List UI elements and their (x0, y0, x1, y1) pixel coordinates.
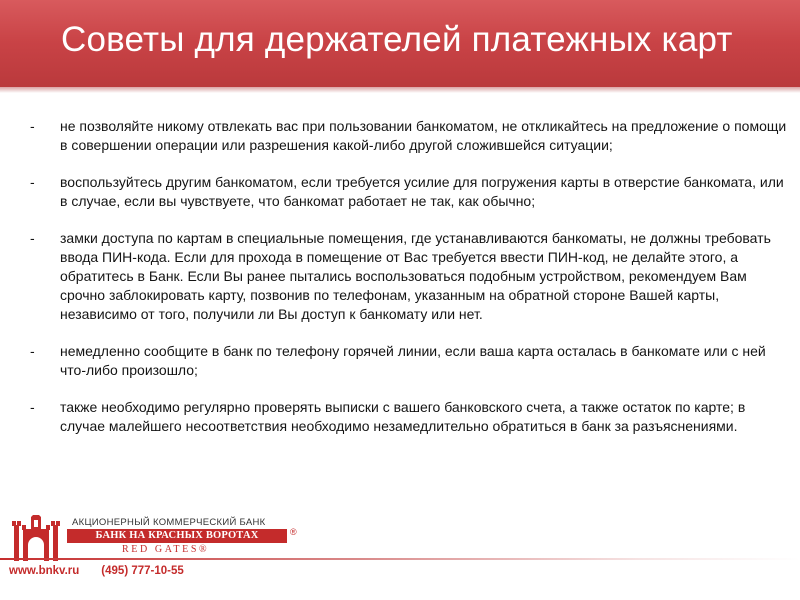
tip-item (30, 398, 790, 436)
tip-text: не позволяйте никому отвлекать вас при пользовании банкоматом, не откликайтесь на предложение о помощи в совершении операции или разрешения какой-либо другой сложившейся ситуации; (60, 118, 787, 153)
bank-name-latin-text: RED GATES (122, 544, 200, 555)
footer-contact (9, 565, 184, 577)
bullet-dash: - (30, 118, 35, 134)
website-link[interactable]: www.bnkv.ru (9, 565, 80, 577)
title-bar (0, 0, 800, 93)
bullet-dash: - (30, 399, 35, 415)
tip-item (30, 342, 790, 380)
bank-name-plate: БАНК НА КРАСНЫХ ВОРОТАХ (67, 529, 287, 543)
registered-mark: ® (290, 527, 297, 537)
footer (0, 500, 800, 600)
tip-text: воспользуйтесь другим банкоматом, если требуется усилие для погружения карты в отверстие банкомата, или в случае, если вы чувствуете, что банкомат работает не так, как обычно; (60, 174, 784, 209)
footer-divider (0, 558, 800, 560)
bank-type-label: АКЦИОНЕРНЫЙ КОММЕРЧЕСКИЙ БАНК (72, 517, 266, 528)
tip-text: немедленно сообщите в банк по телефону горячей линии, если ваша карта осталась в банкомате или с ней что-либо произошло; (60, 343, 766, 378)
tip-text: также необходимо регулярно проверять выписки с вашего банковского счета, а также остаток по карте; в случае малейшего несоответствия необходимо незамедлительно обратиться в банк за разъяснениями. (60, 399, 746, 434)
tip-item (30, 117, 790, 155)
tip-text: замки доступа по картам в специальные помещения, где устанавливаются банкоматы, не должны требовать ввода ПИН-кода. Если для прохода в помещение от Вас требуется ввести ПИН-код, не делайте этого, а обратитесь в Банк. Если Вы ранее пытались воспользоваться подобным устройством, рекомендуем Вам срочно заблокировать карту, позвонив по телефонам, указанным на обратной стороне Вашей карты, независимо от того, получили ли Вы доступ к банкомату или нет. (60, 230, 771, 322)
bullet-dash: - (30, 230, 35, 246)
tips-list (30, 117, 790, 454)
slide-title: Советы для держателей платежных карт (61, 20, 733, 59)
bank-gate-logo-icon (12, 515, 60, 561)
tip-item (30, 173, 790, 211)
tip-item (30, 229, 790, 324)
registered-mark-small: ® (199, 544, 210, 555)
bullet-dash: - (30, 174, 35, 190)
bank-name-latin (122, 544, 209, 555)
phone-number: (495) 777-10-55 (101, 565, 184, 577)
bullet-dash: - (30, 343, 35, 359)
